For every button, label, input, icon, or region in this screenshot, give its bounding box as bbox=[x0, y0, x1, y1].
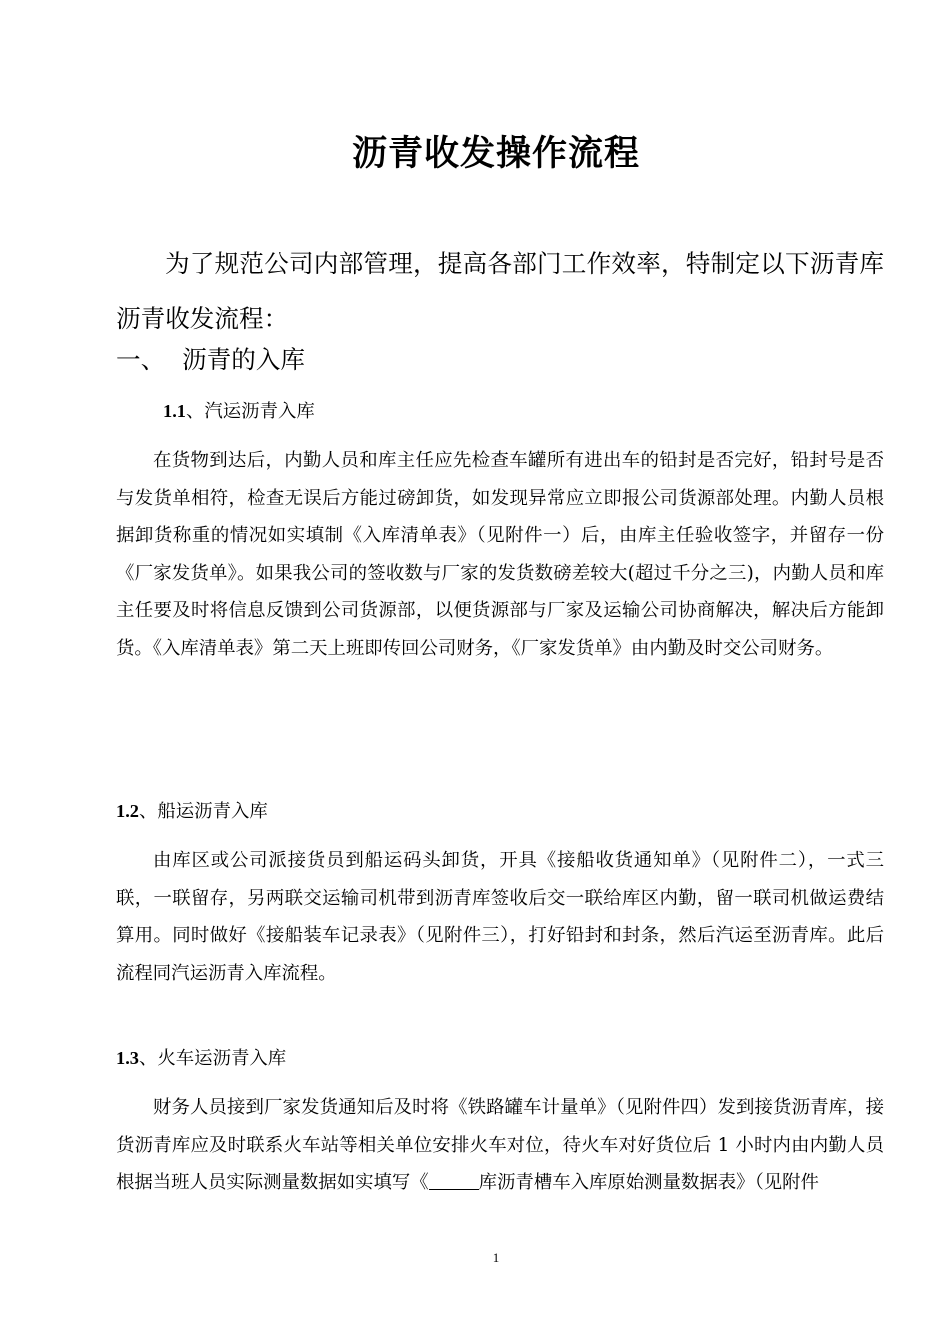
subsection-number: 1.2 bbox=[116, 801, 139, 821]
subsection-title: 、船运沥青入库 bbox=[139, 801, 268, 822]
paragraph-1-3 bbox=[116, 1089, 884, 1202]
subsection-number: 1.3 bbox=[116, 1048, 139, 1068]
section-title: 沥青的入库 bbox=[182, 345, 305, 374]
section-number: 一、 bbox=[116, 345, 166, 374]
page-number: 1 bbox=[492, 1250, 500, 1265]
subsection-heading-1-3 bbox=[116, 1043, 286, 1074]
intro-paragraph: 为了规范公司内部管理，提高各部门工作效率，特制定以下沥青库沥青收发流程： bbox=[116, 249, 884, 333]
subsection-heading-1-2 bbox=[116, 796, 268, 827]
fill-in-blank bbox=[429, 1171, 479, 1190]
paragraph-text-start: 财务人员接到厂家发货通知后及时将《铁路罐车计量单》（见附件四）发到接货沥青库，接货沥青库应及时联系火车站等相关单位安排火车对位，待火车对好货位后 1 小时内由内勤人员根据当班人员实际测量数据如实填写《 bbox=[116, 1097, 884, 1194]
subsection-number: 1.1 bbox=[163, 401, 186, 421]
subsection-heading-1-1 bbox=[163, 396, 315, 427]
subsection-title: 、火车运沥青入库 bbox=[139, 1048, 287, 1069]
paragraph-1-1: 在货物到达后，内勤人员和库主任应先检查车罐所有进出车的铅封是否完好，铅封号是否与发货单相符，检查无误后方能过磅卸货，如发现异常应立即报公司货源部处理。内勤人员根据卸货称重的情况如实填制《入库清单表》（见附件一）后，由库主任验收签字，并留存一份《厂家发货单》。如果我公司的签收数与厂家的发货数磅差较大(超过千分之三)，内勤人员和库主任要及时将信息反馈到公司货源部，以便货源部与厂家及运输公司协商解决，解决后方能卸货。《入库清单表》第二天上班即传回公司财务，《厂家发货单》由内勤及时交公司财务。 bbox=[116, 450, 884, 659]
paragraph-1-2: 由库区或公司派接货员到船运码头卸货，开具《接船收货通知单》（见附件二），一式三联，一联留存，另两联交运输司机带到沥青库签收后交一联给库区内勤，留一联司机做运费结算用。同时做好《接船装车记录表》（见附件三），打好铅封和封条，然后汽运至沥青库。此后流程同汽运沥青入库流程。 bbox=[116, 850, 884, 984]
document-title: 沥青收发操作流程 bbox=[351, 133, 640, 174]
paragraph-text-end: 库沥青槽车入库原始测量数据表》（见附件 bbox=[478, 1172, 819, 1194]
section-heading bbox=[116, 338, 305, 382]
subsection-title: 、汽运沥青入库 bbox=[186, 401, 315, 422]
